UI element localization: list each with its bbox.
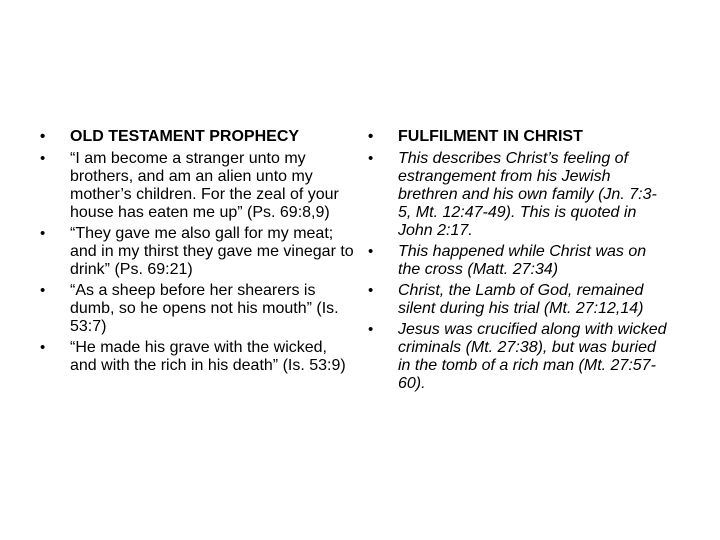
fulfilment-text: Christ, the Lamb of God, remained silent during his trial (Mt. 27:12,14) [398,282,644,317]
bullet-icon: • [40,150,46,167]
bullet-icon: • [368,282,374,299]
prophecy-item [40,282,358,336]
bullet-icon: • [368,243,374,260]
prophecy-item [40,225,358,279]
heading-text: OLD TESTAMENT PROPHECY [70,128,300,145]
prophecy-item [40,150,358,222]
bullet-icon: • [40,128,46,145]
fulfilment-text: This happened while Christ was on the cross (Matt. 27:34) [398,243,647,278]
bullet-icon: • [40,339,46,356]
prophecy-text: “As a sheep before her shearers is dumb, so he opens not his mouth” (Is. 53:7) [70,282,339,335]
fulfilment-heading [368,128,668,146]
prophecy-text: “I am become a stranger unto my brothers, and am an alien unto my mother’s children. For the zeal of your house has eaten me up” (Ps. 69:8,9) [70,150,339,221]
bullet-icon: • [40,282,46,299]
fulfilment-item [368,282,668,318]
old-testament-prophecy-list [40,128,358,378]
bullet-icon: • [368,321,374,338]
prophecy-item [40,339,358,375]
bullet-icon: • [368,128,374,145]
bullet-icon: • [368,150,374,167]
heading-text: FULFILMENT IN CHRIST [398,128,583,145]
fulfilment-text: This describes Christ’s feeling of estrangement from his Jewish brethren and his own family (Jn. 7:3-5, Mt. 12:47-49). This is quoted in John 2:17. [398,150,657,239]
prophecy-text: “They gave me also gall for my meat; and in my thirst they gave me vinegar to drink” (Ps. 69:21) [70,225,354,278]
fulfilment-item [368,243,668,279]
fulfilment-text: Jesus was crucified along with wicked criminals (Mt. 27:38), but was buried in the tomb of a rich man (Mt. 27:57-60). [398,321,667,392]
fulfilment-in-christ-list [368,128,668,396]
fulfilment-item [368,321,668,393]
prophecy-text: “He made his grave with the wicked, and with the rich in his death” (Is. 53:9) [70,339,346,374]
bullet-icon: • [40,225,46,242]
old-testament-heading [40,128,358,146]
fulfilment-item [368,150,668,240]
